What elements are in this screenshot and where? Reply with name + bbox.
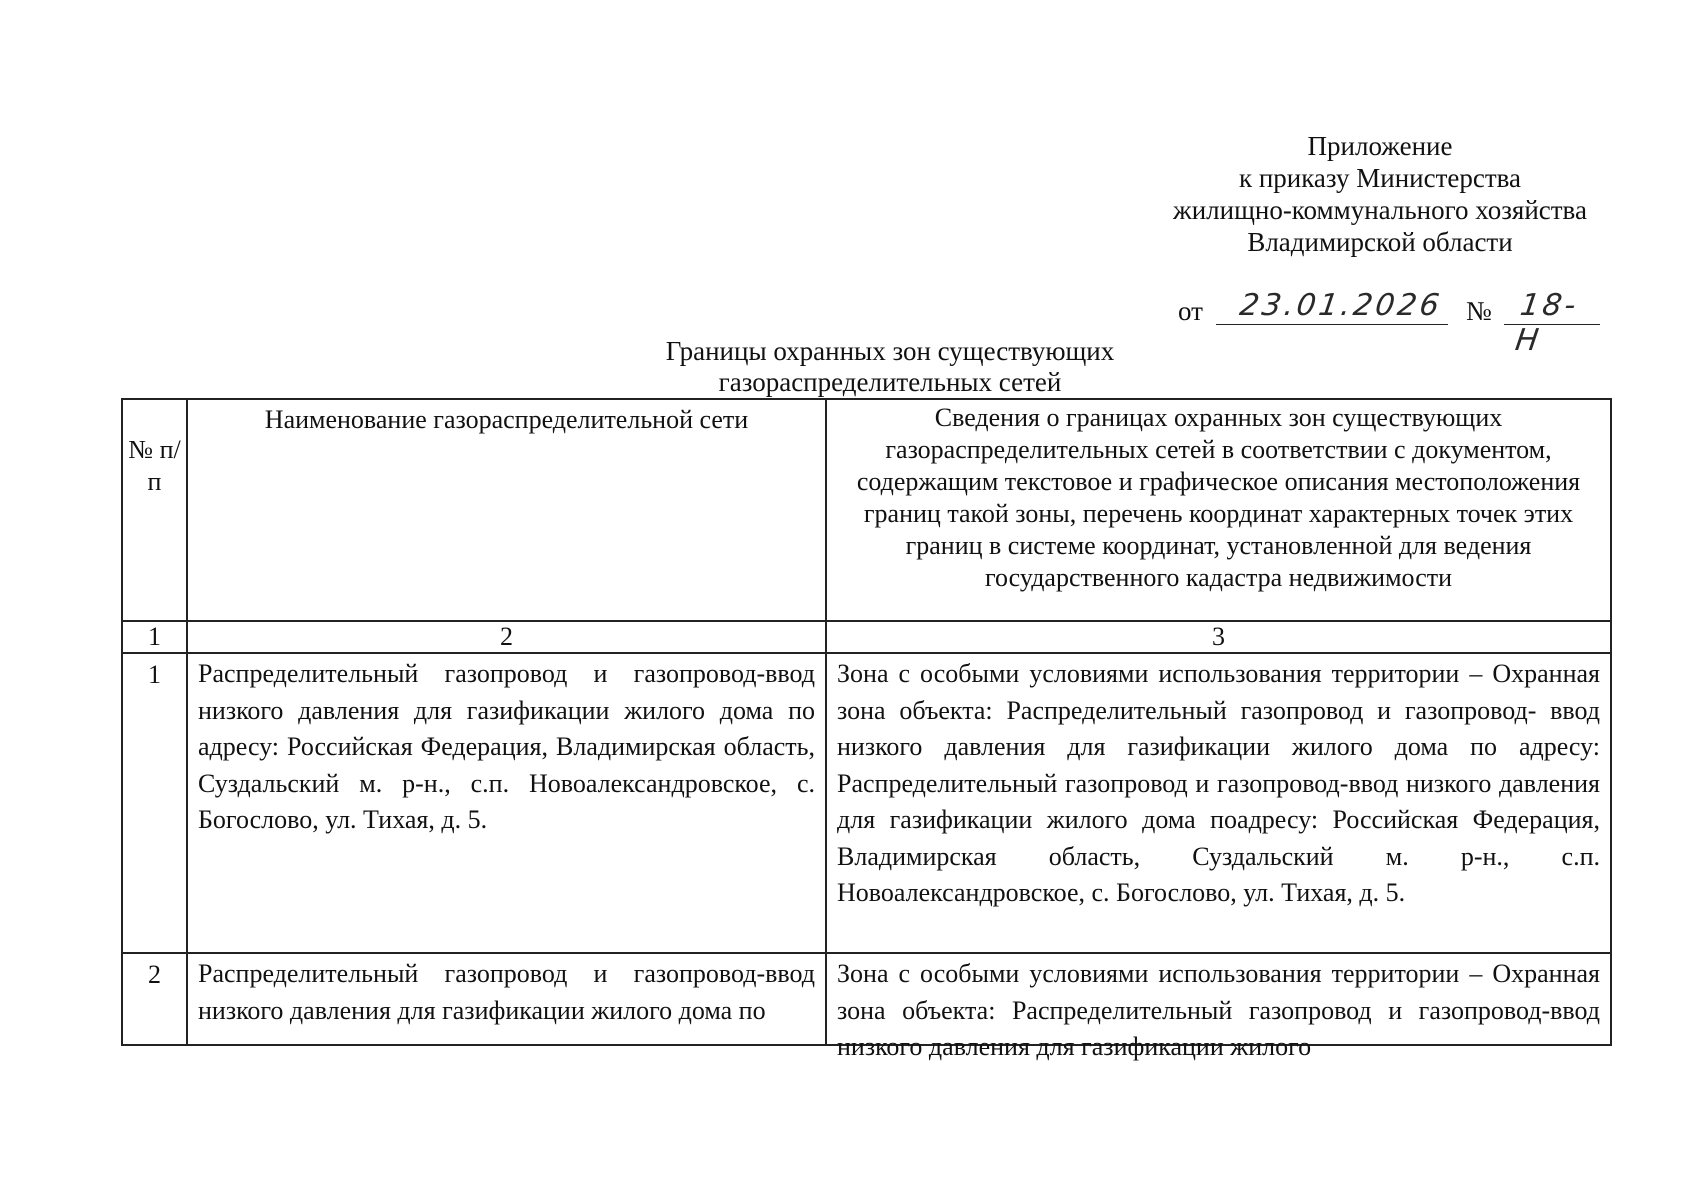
order-number-handwritten: 18-Н: [1513, 288, 1581, 358]
column-number-2: 2: [187, 621, 826, 653]
order-number-field: [1504, 286, 1600, 358]
number-prefix: №: [1466, 296, 1492, 326]
network-name-text: Распределительный газопровод и газопровод-ввод низкого давления для газификации жилого дома по: [198, 959, 815, 1025]
appendix-line-1: Приложение: [1307, 131, 1453, 161]
header-zone-info: Сведения о границах охранных зон существующих газораспределительных сетей в соответствии с документом, содержащим текстовое и графическое описания местоположения границ такой зоны, перечень координат характерных точек этих границ в системе координат, установленной для ведения государственного кадастра недвижимости: [826, 399, 1611, 621]
header-number: № п/п: [122, 399, 187, 621]
table-row: [122, 653, 1611, 953]
column-number-3: 3: [826, 621, 1611, 653]
appendix-line-2: к приказу Министерства: [1238, 163, 1522, 193]
network-name-cell: Распределительный газопровод и газопровод-ввод низкого давления для газификации жилого дома по адресу: Российская Федерация, Владимирская область, Суздальский м. р-н., с.п. Новоалександровское, с. Богослово, ул. Тихая, д. 5.: [187, 653, 826, 953]
row-number: 1: [122, 653, 187, 953]
title-line-1: Границы охранных зон существующих: [665, 336, 1115, 366]
zone-info-cell: [826, 953, 1611, 1061]
table-row: [122, 953, 1611, 1045]
order-date-field: [1216, 286, 1448, 325]
header-network-name: Наименование газораспределительной сети: [187, 399, 826, 621]
order-date-handwritten: 23.01.2026: [1237, 288, 1445, 323]
appendix-line-3: жилищно-коммунального хозяйства: [1173, 195, 1587, 225]
zone-info-cell: Зона с особыми условиями использования территории – Охранная зона объекта: Распределительный газопровод и газопровод- ввод низкого давления для газификации жилого дома по адресу: Распределительный газопровод и газопровод-ввод низкого давления для газификации жилого дома поадресу: Российская Федерация, Владимирская область, Суздальский м. р-н., с.п. Новоалександровское, с. Богослово, ул. Тихая, д. 5.: [826, 653, 1611, 953]
order-reference: [1178, 286, 1638, 358]
date-prefix: от: [1178, 296, 1203, 326]
column-number-row: [122, 621, 1611, 653]
document-title: [500, 336, 1280, 398]
table-header-row: [122, 399, 1611, 621]
appendix-line-4: Владимирской области: [1247, 227, 1513, 257]
network-name-cell: [187, 953, 826, 1045]
zone-info-text: Зона с особыми условиями использования территории – Охранная зона объекта: Распределительный газопровод и газопровод-ввод низкого давления для газификации жилого: [837, 959, 1600, 1061]
appendix-header: [1120, 130, 1640, 258]
protection-zones-table: [121, 398, 1612, 1061]
column-number-1: 1: [122, 621, 187, 653]
title-line-2: газораспределительных сетей: [718, 367, 1062, 397]
row-number: 2: [122, 953, 187, 1045]
